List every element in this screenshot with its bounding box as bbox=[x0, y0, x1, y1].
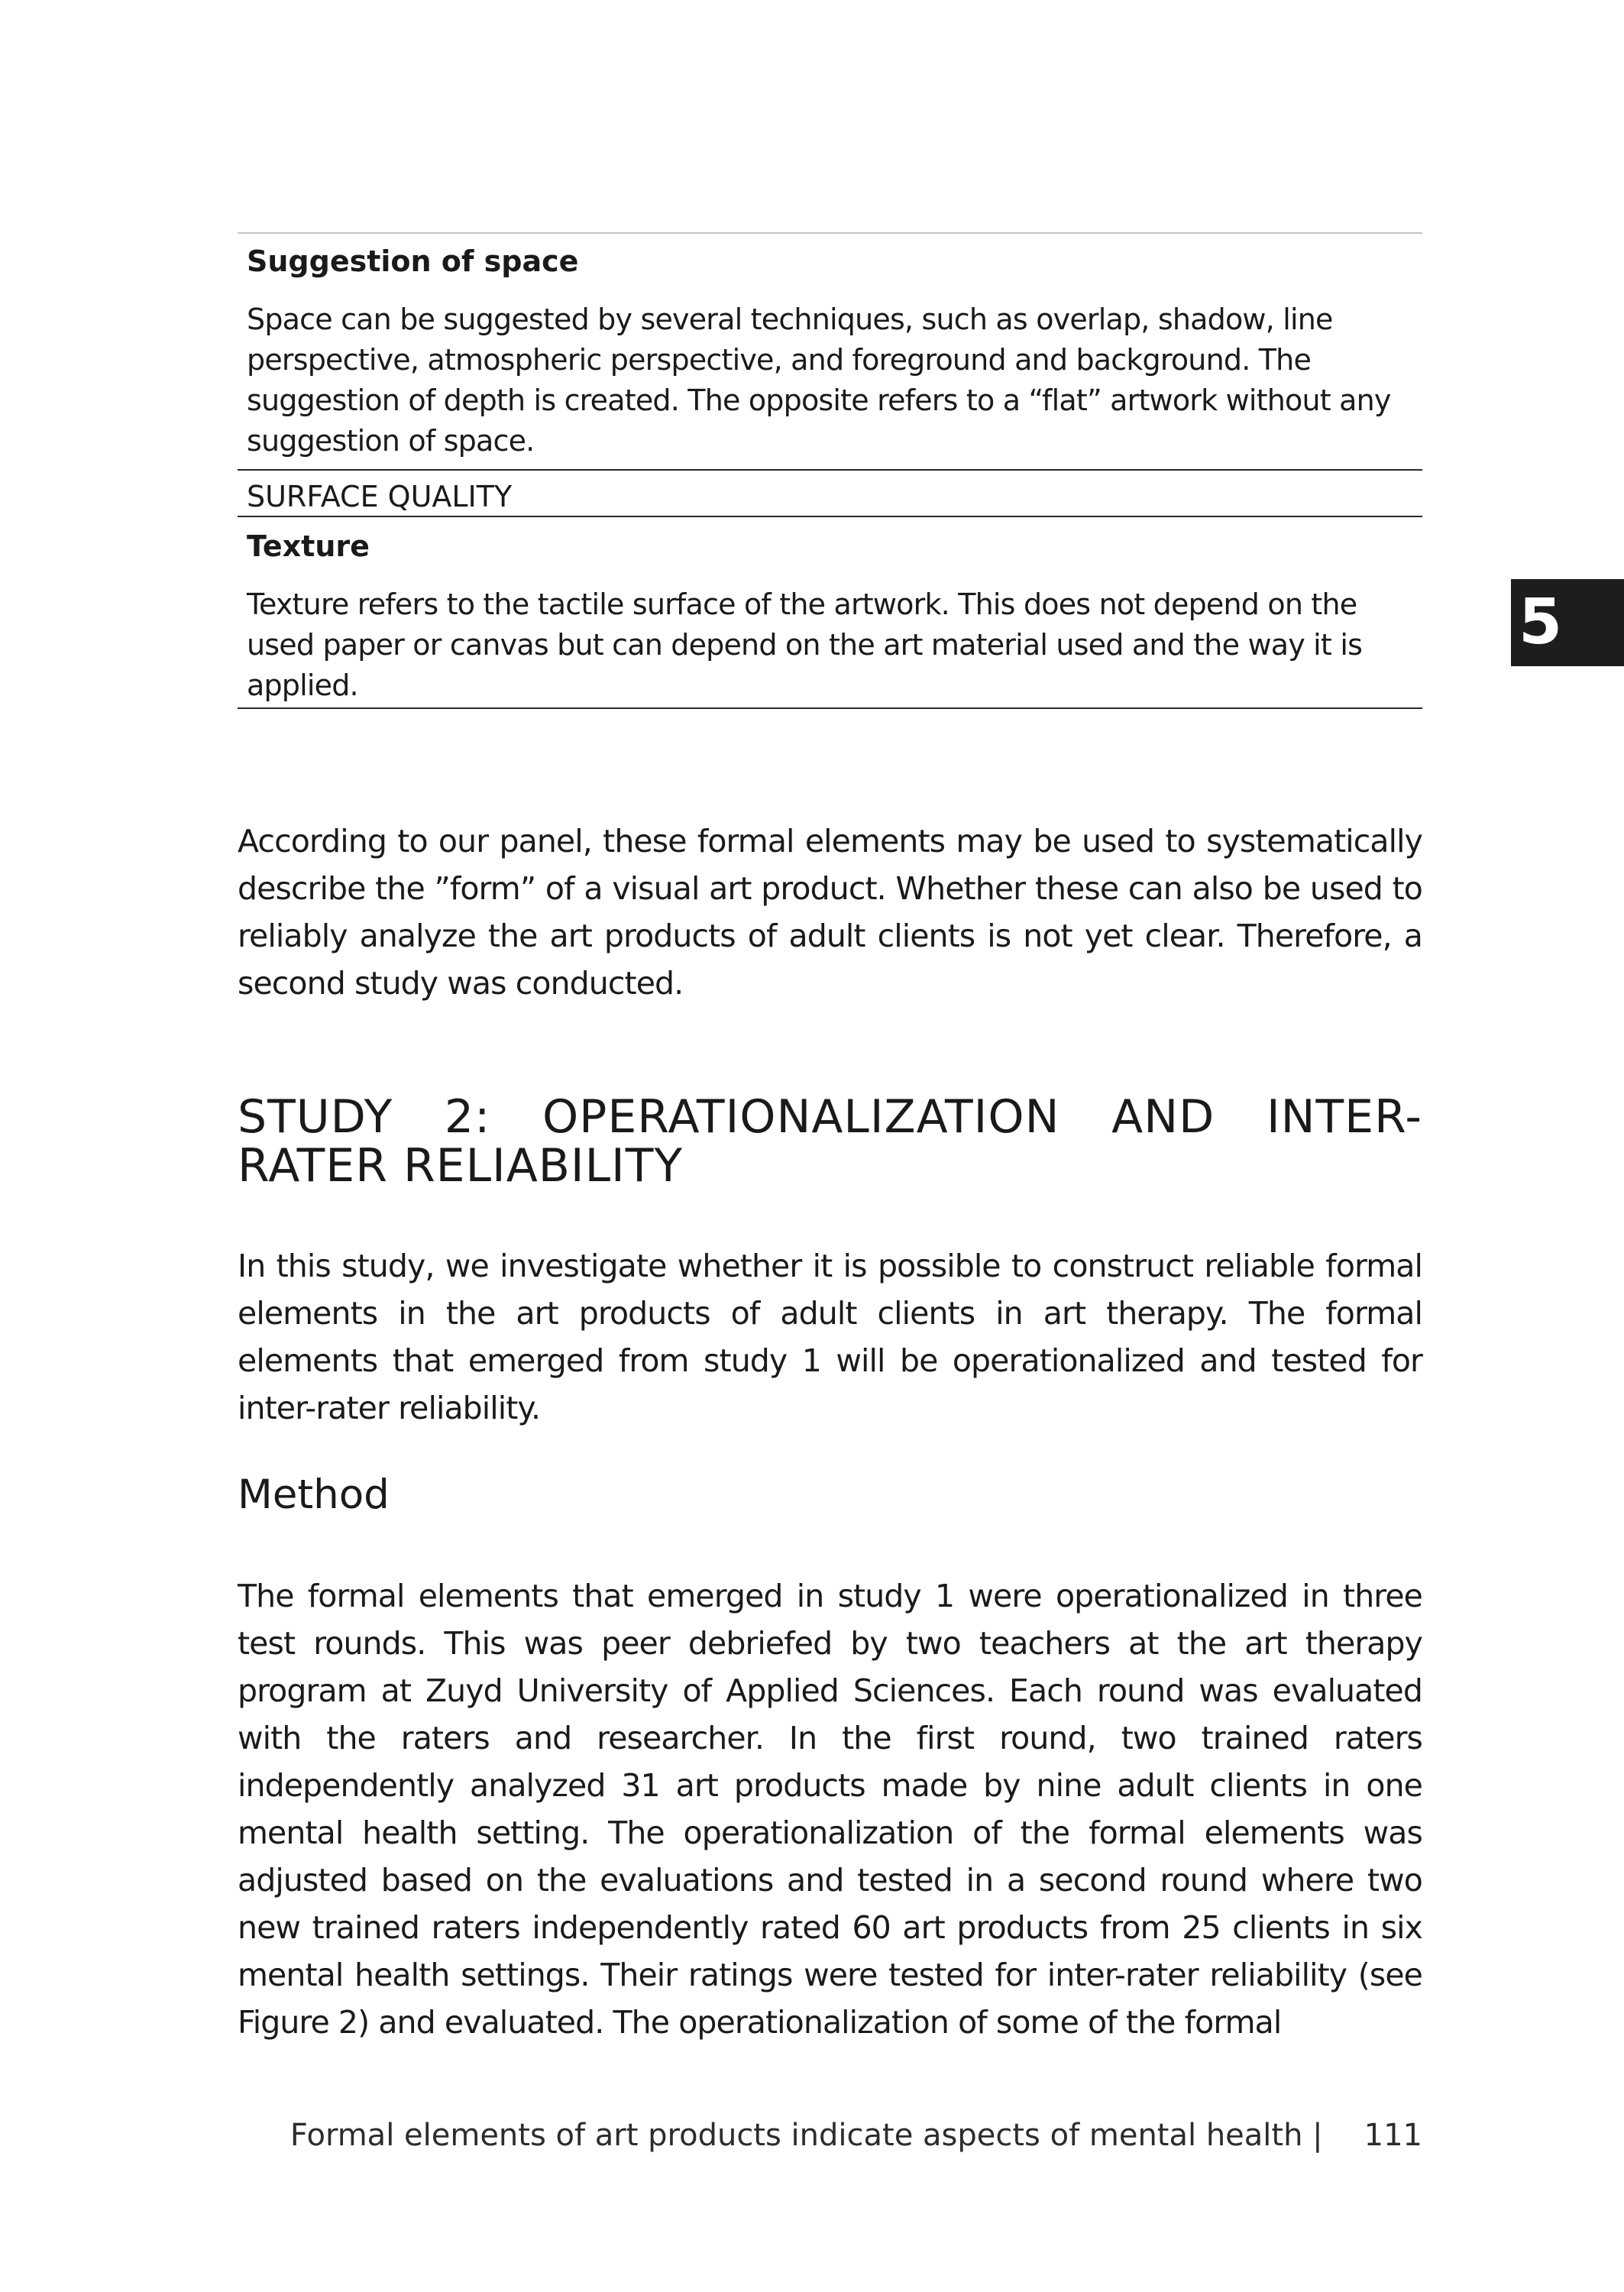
body-paragraph-study-2-intro: In this study, we investigate whether it is possible to construct reliable formal elements in the art products of adult clients in art therapy. The formal elements that emerged from study 1 will be operationalized and tested for inter-rater reliability. bbox=[238, 1248, 1422, 1426]
definition-title: Suggestion of space bbox=[247, 244, 579, 278]
page-number: 111 bbox=[1364, 2118, 1422, 2153]
page-footer bbox=[229, 2117, 1422, 2154]
body-paragraph-method: The formal elements that emerged in study 1 were operationalized in three test rounds. This was peer debriefed by two teachers at the art therapy program at Zuyd University of Applied Sciences. Each round was evaluated with the raters and researcher. In the first round, two trained raters independently analyzed 31 art products made by nine adult clients in one mental health setting. The operationalization of the formal elements was adjusted based on the evaluations and tested in a second round where two new trained raters independently rated 60 art products from 25 clients in six mental health settings. Their ratings were tested for inter-rater reliability (see Figure 2) and evaluated. The operationalization of some of the formal bbox=[238, 1578, 1422, 2041]
definitions-table bbox=[238, 232, 1422, 709]
definition-text: Space can be suggested by several techniques, such as overlap, shadow, line perspective, atmospheric perspective, and foreground and background. The suggestion of depth is created. The opposite refers to a “flat” artwork without any suggestion of space. bbox=[247, 303, 1391, 458]
definition-text: Texture refers to the tactile surface of the artwork. This does not depend on the used paper or canvas but can depend on the art material used and the way it is applied. bbox=[247, 588, 1363, 702]
definition-row-texture bbox=[238, 517, 1422, 709]
definition-title: Texture bbox=[247, 529, 370, 563]
running-title: Formal elements of art products indicate aspects of mental health | bbox=[290, 2118, 1323, 2153]
category-label-surface-quality: SURFACE QUALITY bbox=[238, 471, 1422, 517]
body-paragraph-panel-conclusion: According to our panel, these formal elements may be used to systematically describe the ”form” of a visual art product. Whether these can also be used to reliably analyze the art products of adult clients is not yet clear. Therefore, a second study was conducted. bbox=[238, 823, 1422, 1002]
chapter-tab: 5 bbox=[1511, 579, 1624, 666]
section-heading-study-2: STUDY 2: OPERATIONALIZATION AND INTER-RATER RELIABILITY bbox=[238, 1090, 1422, 1193]
subsection-heading-method: Method bbox=[238, 1471, 390, 1518]
definition-row-suggestion-of-space bbox=[238, 234, 1422, 471]
